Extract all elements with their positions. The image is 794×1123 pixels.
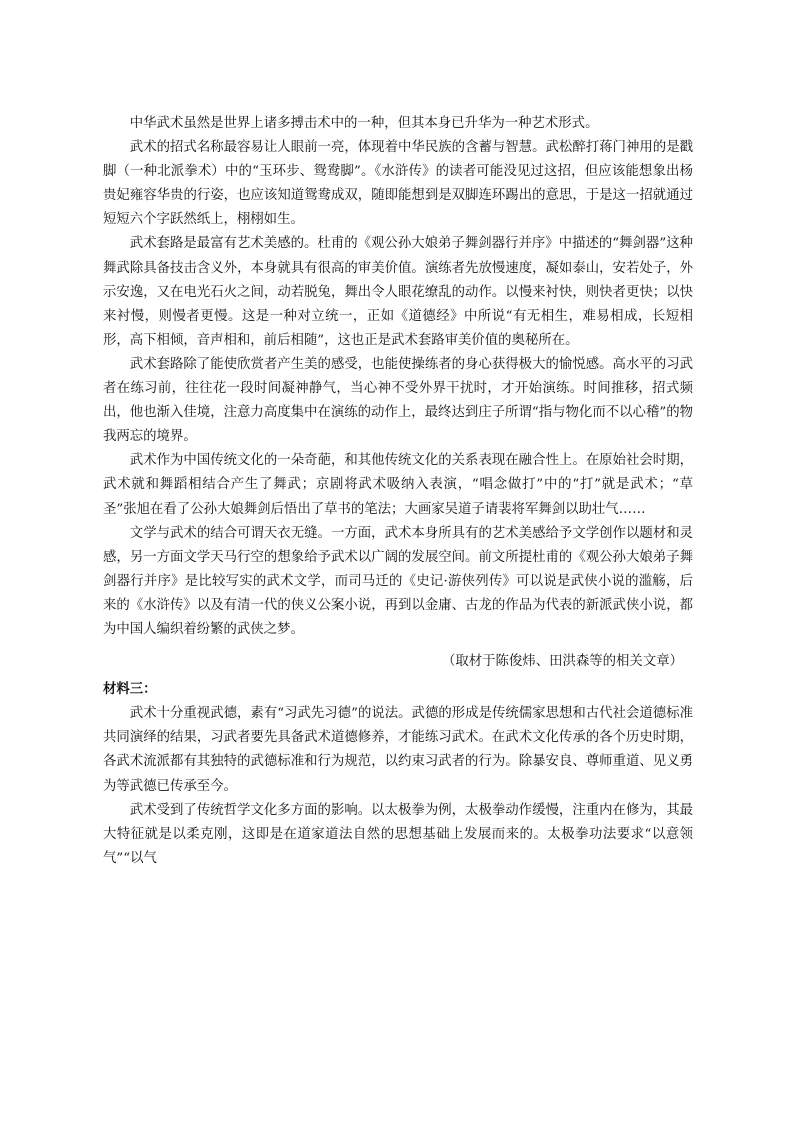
paragraph-cultural-fusion: 武术作为中国传统文化的一朵奇葩，和其他传统文化的关系表现在融合性上。在原始社会时期，武术就和舞蹈相结合产生了舞武；京剧将武术吸纳入表演，“唱念做打”中的“打”就是武术；“草圣”张旭在看了公孙大娘舞剑后悟出了草书的笔法；大画家吴道子请裴将军舞剑以助壮气…… bbox=[103, 453, 693, 517]
section-title: 材料三： bbox=[103, 682, 157, 698]
paragraph-martial-ethics: 武术十分重视武德，素有“习武先习德”的说法。武德的形成是传统儒家思想和古代社会道德标准共同演绎的结果，习武者要先具备武术道德修养，才能练习武术。在武术文化传承的各个历史时期，各武术流派都有其独特的武德标准和行为规范，以约束习武者的行为。除暴安良、尊师重道、见义勇为等武德已传承至今。 bbox=[103, 706, 693, 794]
paragraph-intro: 中华武术虽然是世界上诸多搏击术中的一种，但其本身已升华为一种艺术形式。 bbox=[129, 116, 599, 131]
paragraph-move-names: 武术的招式名称最容易让人眼前一亮，体现着中华民族的含蓄与智慧。武松醉打蒋门神用的是戳脚（一种北派拳术）中的“玉环步、鸳鸯脚”。《水浒传》的读者可能没见过这招，但应该能想象出杨贵妃雍容华贵的行姿，也应该知道鸳鸯成双，随即能想到是双脚连环踢出的意思，于是这一招就通过短短六个字跃然纸上，栩栩如生。 bbox=[103, 140, 693, 228]
paragraph-philosophy: 武术受到了传统哲学文化多方面的影响。以太极拳为例，太极拳动作缓慢，注重内在修为，其最大特征就是以柔克刚，这即是在道家道法自然的思想基础上发展而来的。太极拳功法要求“以意领气”“以气 bbox=[103, 802, 693, 866]
paragraph-practitioner-joy: 武术套路除了能使欣赏者产生美的感受，也能使操练者的身心获得极大的愉悦感。高水平的习武者在练习前，往往花一段时间凝神静气，当心神不受外界干扰时，才开始演练。时间推移，招式频出，他也渐入佳境，注意力高度集中在演练的动作上，最终达到庄子所谓“指与物化而不以心稽”的物我两忘的境界。 bbox=[103, 356, 693, 445]
document-page bbox=[103, 112, 693, 871]
source-note: （取材于陈俊炜、田洪森等的相关文章） bbox=[441, 654, 683, 670]
paragraph-literature: 文学与武术的结合可谓天衣无缝。一方面，武术本身所具有的艺术美感给予文学创作以题材和灵感，另一方面文学天马行空的想象给予武术以广阔的发展空间。前文所提杜甫的《观公孙大娘弟子舞剑器行并序》是比较写实的武术文学，而司马迁的《史记·游侠列传》可以说是武侠小说的滥觞，后来的《水浒传》以及有清一代的侠义公案小说，再到以金庸、古龙的作品为代表的新派武侠小说，都为中国人编织着纷繁的武侠之梦。 bbox=[103, 525, 693, 637]
paragraph-routines-aesthetics: 武术套路是最富有艺术美感的。杜甫的《观公孙大娘弟子舞剑器行并序》中描述的“舞剑器”这种舞武除具备技击含义外，本身就具有很高的审美价值。演练者先放慢速度，凝如泰山，安若处子，外示安逸，又在电光石火之间，动若脱兔，舞出令人眼花缭乱的动作。以慢来衬快，则快者更快；以快来衬慢，则慢者更慢。这是一种对立统一，正如《道德经》中所说“有无相生，难易相成，长短相形，高下相倾，音声相和，前后相随”，这也正是武术套路审美价值的奥秘所在。 bbox=[103, 236, 693, 348]
